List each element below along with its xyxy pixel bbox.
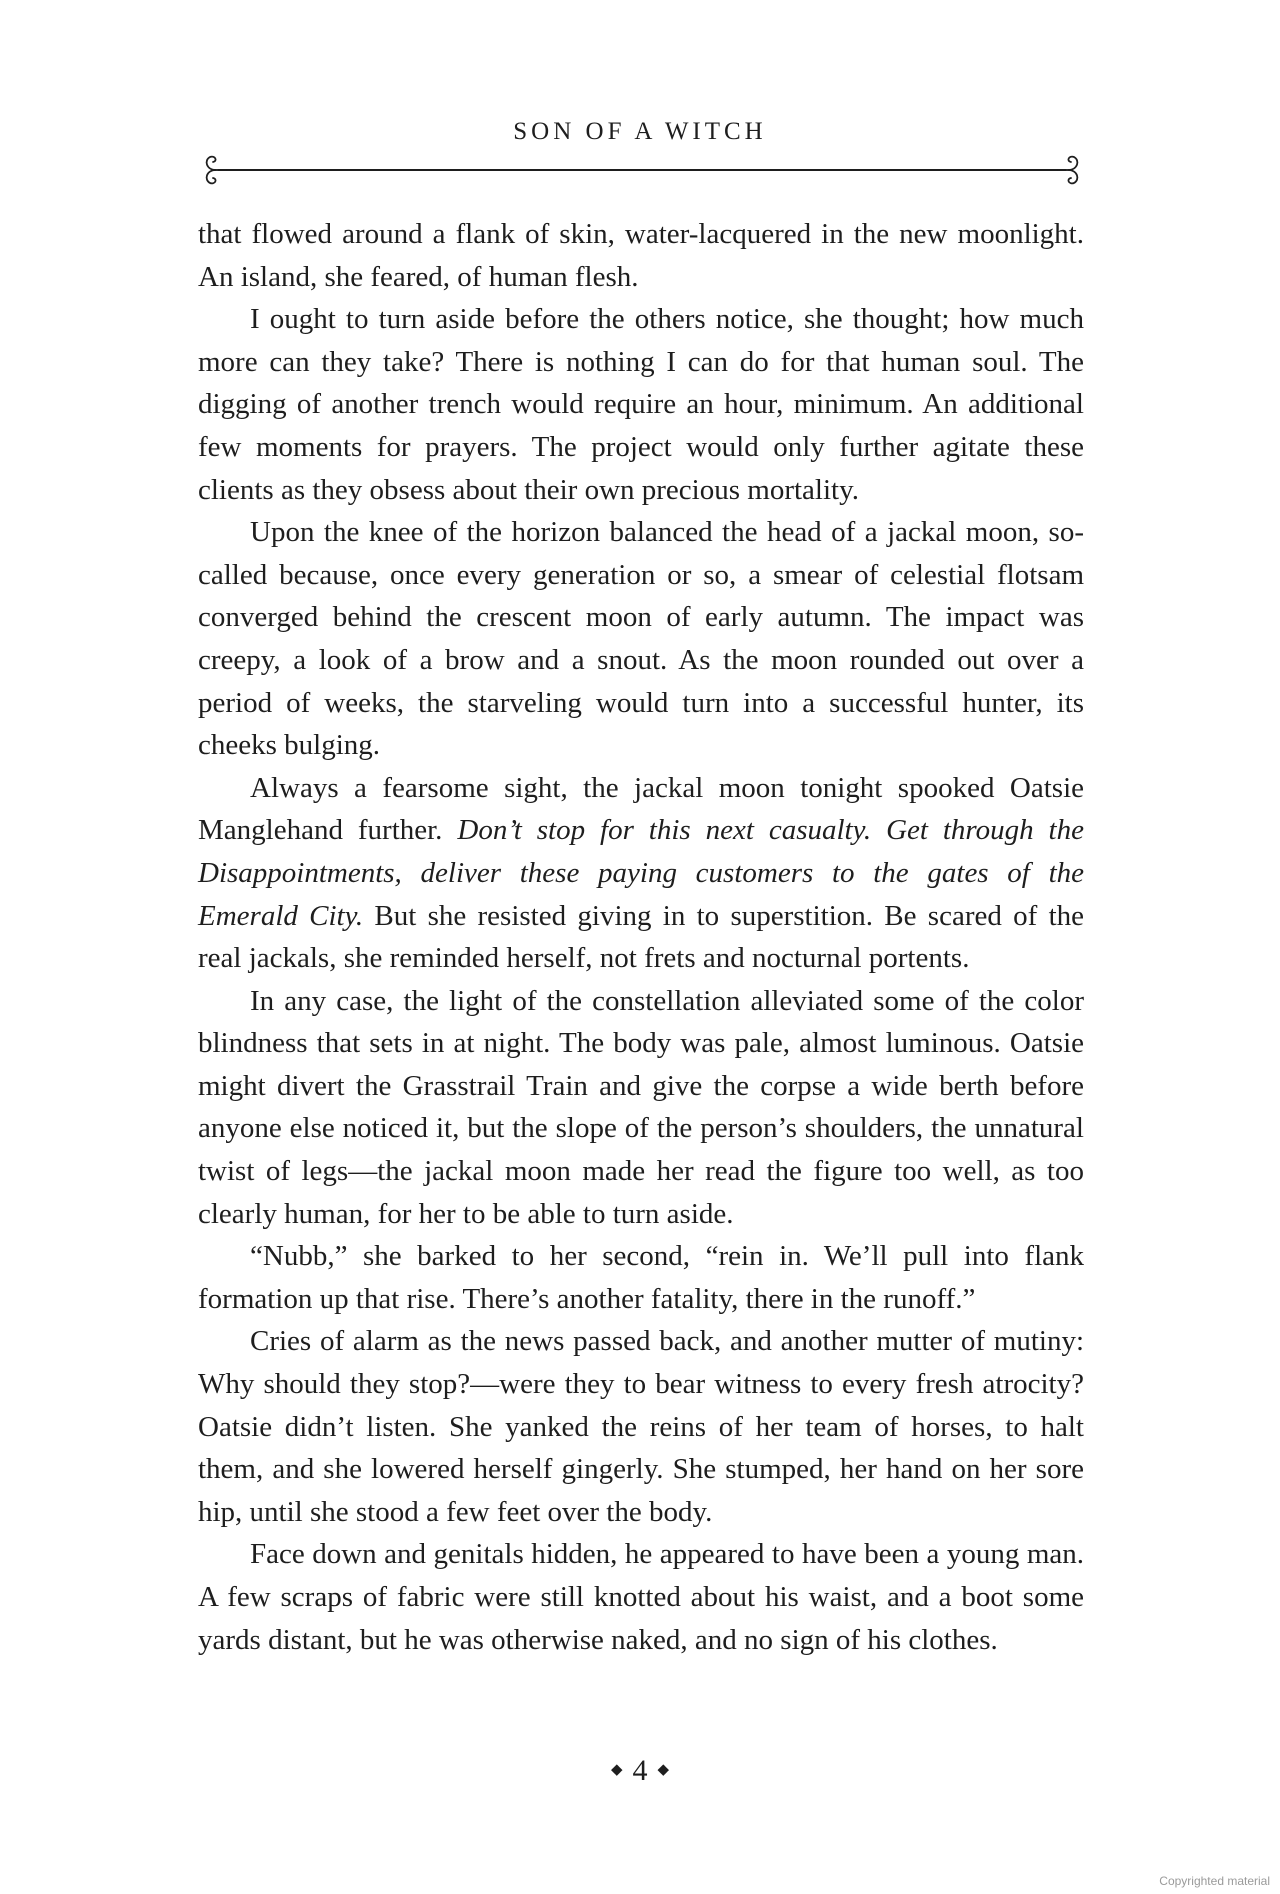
body-text xyxy=(198,213,1084,1661)
page-number-folio xyxy=(0,1754,1280,1788)
copyright-watermark: Copyrighted material xyxy=(1159,1874,1270,1888)
running-head-title: SON OF A WITCH xyxy=(513,118,767,145)
paragraph-4-lead: Always a fearsome sight, the jackal moon tonight spooked Oatsie Manglehand further. xyxy=(198,771,1084,847)
diamond-ornament-icon: ◆ xyxy=(657,1762,670,1778)
paragraph-8: Face down and genitals hidden, he appeared to have been a young man. A few scraps of fabric were still knotted about his waist, and a boot some yards distant, but he was otherwise naked, and no sign of his clothes. xyxy=(198,1538,1084,1656)
paragraph-6: “Nubb,” she barked to her second, “rein in. We’ll pull into flank formation up that rise. There’s another fatality, there in the runoff.” xyxy=(198,1240,1084,1315)
right-scroll-flourish-icon xyxy=(1058,157,1077,184)
header-ornament-rule xyxy=(200,148,1084,192)
paragraph-4-tail: But she resisted giving in to superstition. Be scared of the real jackals, she reminded herself, not frets and nocturnal portents. xyxy=(198,899,1084,975)
page-number: 4 xyxy=(632,1754,648,1787)
paragraph-2: I ought to turn aside before the others notice, she thought; how much more can they take? There is nothing I can do for that human soul. The digging of another trench would require an hour, minimum. An additional few moments for prayers. The project would only further agitate these clients as they obsess about their own precious mortality. xyxy=(198,303,1084,506)
paragraph-7: Cries of alarm as the news passed back, and another mutter of mutiny: Why should they stop?—were they to bear witness to every fresh atrocity? Oatsie didn’t listen. She yanked the reins of her team of horses, to halt them, and she lowered herself gingerly. She stumped, her hand on her sore hip, until she stood a few feet over the body. xyxy=(198,1325,1084,1528)
paragraph-5: In any case, the light of the constellation alleviated some of the color blindness that sets in at night. The body was pale, almost luminous. Oatsie might divert the Grasstrail Train and give the corpse a wide berth before anyone else noticed it, but the slope of the person’s shoulders, the unnatural twist of legs—the jackal moon made her read the figure too well, as too clearly human, for her to be able to turn aside. xyxy=(198,984,1084,1230)
left-scroll-flourish-icon xyxy=(207,157,226,184)
paragraph-3: Upon the knee of the horizon balanced the head of a jackal moon, so-called because, once every generation or so, a smear of celestial flotsam converged behind the crescent moon of early autumn. The impact was creepy, a look of a brow and a snout. As the moon rounded out over a period of weeks, the starveling would turn into a successful hunter, its cheeks bulging. xyxy=(198,516,1084,762)
diamond-ornament-icon: ◆ xyxy=(610,1762,623,1778)
paragraph-4-italic-thought: Don’t stop for this next casualty. Get through the Disappointments, deliver these paying customers to the gates of the Emerald City. xyxy=(198,814,1084,932)
paragraph-1: that flowed around a flank of skin, water-lacquered in the new moonlight. An island, she feared, of human flesh. xyxy=(198,218,1084,293)
paragraph-4 xyxy=(198,767,1084,980)
